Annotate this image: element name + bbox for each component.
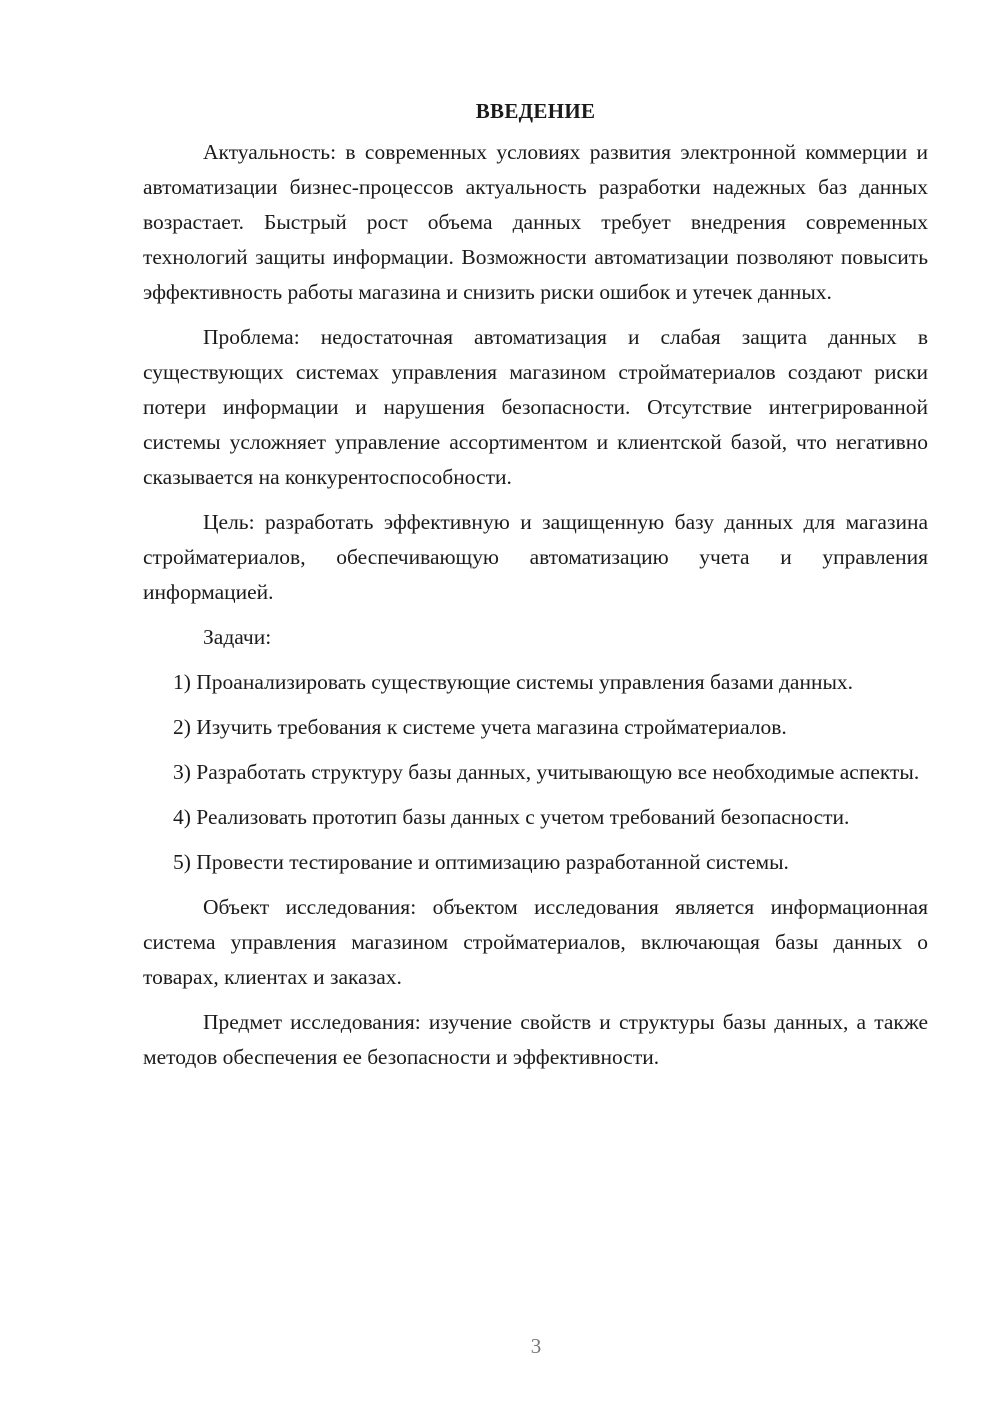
task-item: 5) Провести тестирование и оптимизацию разработанной системы. (173, 850, 789, 874)
problem-paragraph: Проблема: недостаточная автоматизация и слабая защита данных в существующих системах управления магазином стройматериалов создают риски потери информации и нарушения безопасности. Отсутствие интегрированной системы усложняет управление ассортиментом и клиентской базой, что негативно сказывается на конкурентоспособности. (143, 325, 928, 489)
section-heading: ВВЕДЕНИЕ (475, 99, 596, 123)
goal-paragraph: Цель: разработать эффективную и защищенную базу данных для магазина стройматериалов, обеспечивающую автоматизацию учета и управления информацией. (143, 510, 928, 604)
tasks-label: Задачи: (203, 625, 272, 649)
research-subject-paragraph: Предмет исследования: изучение свойств и структуры базы данных, а также методов обеспечения ее безопасности и эффективности. (143, 1010, 928, 1069)
page-number: 3 (530, 1334, 542, 1358)
page-content (143, 94, 928, 1085)
research-object-paragraph: Объект исследования: объектом исследования является информационная система управления магазином стройматериалов, включающая базы данных о товарах, клиентах и заказах. (143, 895, 928, 989)
task-item: 1) Проанализировать существующие системы управления базами данных. (173, 670, 854, 694)
relevance-paragraph: Актуальность: в современных условиях развития электронной коммерции и автоматизации бизнес-процессов актуальность разработки надежных баз данных возрастает. Быстрый рост объема данных требует внедрения современных технологий защиты информации. Возможности автоматизации позволяют повысить эффективность работы магазина и снизить риски ошибок и утечек данных. (143, 140, 928, 304)
task-item: 4) Реализовать прототип базы данных с учетом требований безопасности. (173, 805, 850, 829)
task-item: 3) Разработать структуру базы данных, учитывающую все необходимые аспекты. (173, 760, 920, 784)
task-item: 2) Изучить требования к системе учета магазина стройматериалов. (173, 715, 787, 739)
